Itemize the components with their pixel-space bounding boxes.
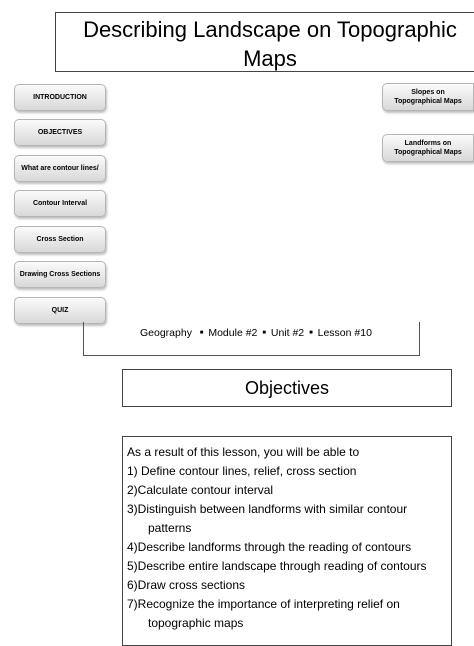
nav-landforms-label-line2: Topographical Maps [394, 149, 462, 156]
page-title [55, 12, 474, 72]
breadcrumb-separator-icon: ■ [262, 330, 266, 337]
objective-item: 1) Define contour lines, relief, cross section [127, 464, 357, 478]
breadcrumb-subject: Geography [140, 327, 192, 339]
nav-introduction-button[interactable]: INTRODUCTION [14, 84, 106, 111]
objective-item: 7)Recognize the importance of interpreting relief on [127, 597, 400, 611]
objective-item: 4)Describe landforms through the reading of contours [127, 540, 412, 554]
breadcrumb-unit: Unit #2 [270, 327, 305, 339]
page-title-line1: Describing Landscape on Topographic [83, 17, 457, 42]
nav-quiz-button[interactable]: QUIZ [14, 297, 106, 324]
nav-cross-section-button[interactable]: Cross Section [14, 226, 106, 253]
objective-item-continuation: topographic maps [148, 616, 244, 630]
nav-objectives-button[interactable]: OBJECTIVES [14, 119, 106, 146]
nav-drawing-cross-sections-button[interactable]: Drawing Cross Sections [14, 261, 106, 288]
breadcrumb-module: Module #2 [208, 327, 258, 339]
breadcrumb-lesson: Lesson #10 [317, 327, 372, 339]
breadcrumb-separator-icon: ■ [199, 330, 204, 337]
nav-contour-lines-button[interactable]: What are contour lines/ [14, 155, 106, 182]
objectives-intro: As a result of this lesson, you will be able to [127, 445, 360, 459]
nav-slopes-button[interactable] [382, 83, 474, 111]
objective-item-continuation: patterns [148, 521, 192, 535]
nav-slopes-label-line1: Slopes on [411, 89, 445, 96]
breadcrumb-separator-icon: ■ [309, 330, 313, 337]
objective-item: 2)Calculate contour interval [127, 483, 274, 497]
page-title-line2: Maps [243, 46, 297, 71]
section-title: Objectives [122, 369, 452, 407]
nav-slopes-label-line2: Topographical Maps [394, 98, 462, 105]
objective-item: 6)Draw cross sections [127, 578, 246, 592]
nav-landforms-label-line1: Landforms on [404, 140, 452, 147]
nav-contour-interval-button[interactable]: Contour Interval [14, 190, 106, 217]
breadcrumb [83, 322, 420, 356]
objective-item: 5)Describe entire landscape through reading of contours [127, 559, 427, 573]
objectives-content [122, 436, 452, 646]
nav-landforms-button[interactable] [382, 134, 474, 162]
objective-item: 3)Distinguish between landforms with similar contour [127, 502, 408, 516]
